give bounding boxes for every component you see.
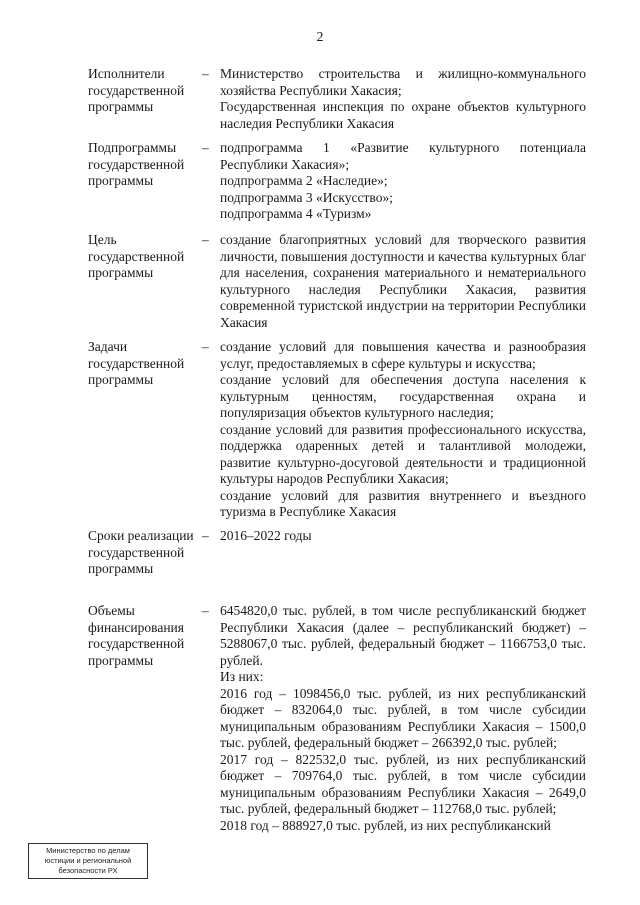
row-label: Объемы финансирования государственной программы: [88, 603, 185, 668]
value-paragraph: 2017 год – 822532,0 тыс. рублей, из них республиканский бюджет – 709764,0 тыс. рублей, в том числе субсидии муниципальным образованиям Республики Хакасия – 2649,0 тыс. рублей, федеральный бюджет – 112768,0 тыс. рублей;: [220, 751, 586, 816]
dash: –: [202, 603, 209, 618]
row-value: [220, 140, 586, 223]
value-paragraph: Из них:: [220, 669, 264, 684]
value-paragraph: создание условий для повышения качества и разнообразия услуг, предоставляемых в сфере культуры и искусства;: [220, 339, 586, 371]
value-paragraph: 2018 год – 888927,0 тыс. рублей, из них республиканский: [220, 817, 551, 833]
stamp-line: Министерство по делам: [46, 846, 130, 855]
dash: –: [202, 232, 209, 247]
row-value: [220, 232, 586, 331]
row-label: Исполнители государственной программы: [88, 66, 185, 114]
value-paragraph: Министерство строительства и жилищно-коммунального хозяйства Республики Хакасия;: [220, 66, 586, 98]
value-paragraph: создание условий для развития профессионального искусства, поддержка одаренных детей и талантливой молодежи, развитие культурно-досуговой деятельности и традиционной культуры народов Республики Хакасия;: [220, 421, 586, 486]
row-label: Задачи государственной программы: [88, 339, 185, 387]
value-paragraph: создание благоприятных условий для творческого развития личности, повышения доступности и качества культурных благ для населения, сохранения материального и нематериального культурного наследия Республики Хакасия, развития современной туристской индустрии на территории Республики Хакасия: [220, 232, 586, 330]
value-paragraph: создание условий для обеспечения доступа населения к культурным ценностям, государственная охрана и популяризация объектов культурного наследия;: [220, 372, 586, 420]
ministry-stamp: [28, 843, 148, 879]
row-label: Цель государственной программы: [88, 232, 185, 280]
dash: –: [202, 66, 209, 81]
value-paragraph: 6454820,0 тыс. рублей, в том числе республиканский бюджет Республики Хакасия (далее – республиканский бюджет) – 5288067,0 тыс. рублей, федеральный бюджет – 1166753,0 тыс. рублей.: [220, 603, 586, 668]
stamp-line: юстиции и региональной: [44, 856, 132, 865]
value-paragraph: создание условий для развития внутреннего и въездного туризма в Республике Хакасия: [220, 487, 586, 519]
value-paragraph: подпрограмма 2 «Наследие»;: [220, 173, 388, 188]
row-value: [220, 339, 586, 521]
dash: –: [202, 339, 209, 354]
value-paragraph: 2016 год – 1098456,0 тыс. рублей, из них республиканский бюджет – 832064,0 тыс. рублей, в том числе субсидии муниципальным образованиям Республики Хакасия – 1500,0 тыс. рублей, федеральный бюджет – 266392,0 тыс. рублей;: [220, 685, 586, 750]
row-value: [220, 528, 586, 545]
page-number: 2: [316, 30, 324, 45]
row-label: Сроки реализации государственной программы: [88, 528, 194, 576]
value-paragraph: 2016–2022 годы: [220, 528, 312, 543]
value-paragraph: подпрограмма 3 «Искусство»;: [220, 189, 393, 205]
dash: –: [202, 528, 209, 543]
row-value: [220, 66, 586, 132]
stamp-line: безопасности РХ: [58, 866, 118, 875]
row-label: Подпрограммы государственной программы: [88, 140, 185, 188]
dash: –: [202, 140, 209, 155]
value-paragraph: подпрограмма 4 «Туризм»: [220, 206, 372, 221]
value-paragraph: Государственная инспекция по охране объектов культурного наследия Республики Хакасия: [220, 99, 586, 131]
value-paragraph: подпрограмма 1 «Развитие культурного потенциала Республики Хакасия»;: [220, 140, 586, 172]
row-value: [220, 603, 586, 834]
